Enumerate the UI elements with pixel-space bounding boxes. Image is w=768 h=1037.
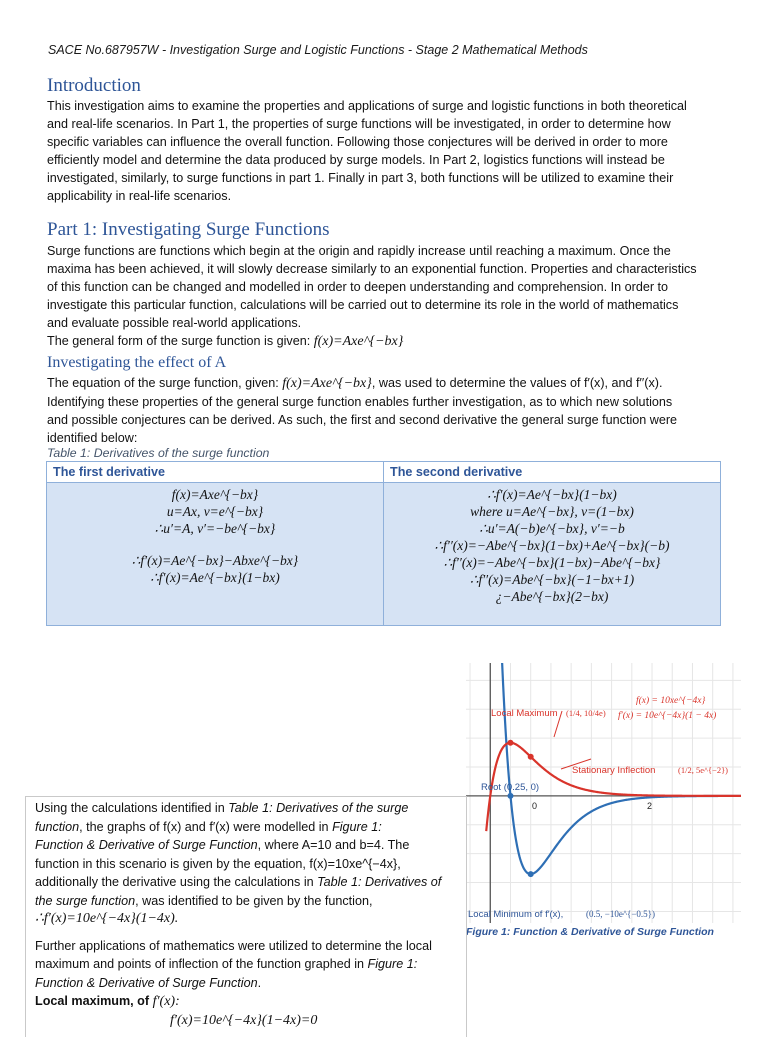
general-form-line	[47, 332, 723, 351]
local-maximum-point	[507, 740, 513, 746]
math-line: ∴f′′(x)=Abe^{−bx}(−1−bx+1)	[469, 572, 635, 587]
intro-line: investigated, similarly, to surge functions in part 1. Finally in part 3, both functions will be utilized to examine their	[47, 171, 674, 185]
document-header: SACE No.687957W - Investigation Surge and Logistic Functions - Stage 2 Mathematical Methods	[48, 43, 588, 57]
table-caption: Table 1: Derivatives of the surge function	[47, 446, 270, 460]
first-derivative-cell	[47, 483, 384, 626]
effect-a-line: Identifying these properties of the general surge function enables further investigation, as to which new solutions	[47, 395, 673, 409]
surge-equation: f(x)=Axe^{−bx}	[282, 376, 372, 391]
box-line: f′(x)=10e^{−4x}(1−4x)=0	[170, 1012, 318, 1028]
box-line: Local maximum, of f′(x):	[35, 994, 180, 1009]
math-line: f(x)=Axe^{−bx}	[171, 487, 259, 502]
part1-line: of this function can be changed and modelled in order to deepen understanding and comprehension. In order to	[47, 280, 669, 294]
math-line: where u=Ae^{−bx}, v=(1−bx)	[470, 504, 634, 519]
stationary-inflection-label: Stationary Inflection	[572, 765, 656, 776]
effect-a-line: and possible conjectures can be derived. As such, the first and second derivative the general surge function were	[47, 413, 678, 427]
root-label: Root (0.25, 0)	[481, 782, 540, 793]
effect-a-line1	[47, 374, 723, 393]
math-line: ∴f′′(x)=−Abe^{−bx}(1−bx)−Abe^{−bx}	[443, 555, 661, 570]
effect-a-text: , was used to determine the values of f′(x), and f′′(x).	[371, 376, 663, 390]
local-min-coord: (0.5, −10e^{−0.5})	[586, 909, 656, 919]
figure-caption: Figure 1: Function & Derivative of Surge Function	[466, 926, 714, 938]
box-line: Function & Derivative of Surge Function, where A=10 and b=4. The	[35, 838, 410, 852]
local-max-coord: (1/4, 10/4e)	[566, 708, 606, 718]
part1-line: maxima has been achieved, it will slowly decrease similarly to an exponential function. Properties and characteristics	[47, 262, 697, 276]
math-line: ∴f′(x)=Ae^{−bx}(1−bx)	[487, 487, 617, 502]
tick-zero: 0	[532, 801, 538, 811]
math-line: u=Ax, v=e^{−bx}	[166, 504, 264, 519]
part1-paragraph	[47, 242, 723, 351]
part1-line: investigate this particular function, calculations will be carried out to determine its role in the world of mathematics	[47, 298, 679, 312]
box-line: the surge function, was identified to be given by the function,	[35, 893, 373, 908]
box-line: Function & Derivative of Surge Function.	[35, 975, 262, 990]
function-label: f(x) = 10xe^{−4x}	[636, 696, 706, 706]
effect-a-paragraph	[47, 374, 723, 447]
general-form-text: The general form of the surge function is given:	[47, 334, 314, 348]
part1-line: Surge functions are functions which begin at the origin and rapidly increase until reaching a maximum. Once the	[47, 244, 671, 258]
part1-line: and evaluate possible real-world applications.	[47, 316, 302, 330]
local-max-label: Local Maximum	[491, 708, 558, 719]
derivatives-table	[46, 461, 721, 626]
local-min-label: Local Minimum of f′(x),	[468, 909, 564, 920]
box-line: Further applications of mathematics were utilized to determine the local	[35, 938, 432, 953]
stationary-inflection-coord: (1/2, 5e^{−2})	[678, 765, 728, 775]
second-derivative-header: The second derivative	[384, 462, 721, 483]
intro-paragraph	[47, 97, 723, 205]
intro-line: applicability in real-life scenarios.	[47, 189, 232, 203]
effect-a-text: The equation of the surge function, given:	[47, 376, 283, 390]
math-line: ∴u′=A(−b)e^{−bx}, v′=−b	[479, 521, 625, 536]
root-point	[507, 793, 513, 799]
part1-heading: Part 1: Investigating Surge Functions	[47, 219, 330, 240]
general-form-equation: f(x)=Axe^{−bx}	[313, 334, 404, 349]
intro-line: specific variables can influence the overall function. Following those conjectures will be derived in order to more	[47, 135, 668, 149]
local-minimum-point	[528, 871, 534, 877]
box-line: ∴f′(x)=10e^{−4x}(1−4x).	[35, 911, 179, 926]
tick-two: 2	[647, 801, 653, 811]
analysis-text	[35, 799, 460, 1030]
intro-heading: Introduction	[47, 75, 141, 96]
math-line: ∴f′(x)=Ae^{−bx}(1−bx)	[150, 570, 280, 585]
math-line: ∴u′=A, v′=−be^{−bx}	[154, 521, 276, 536]
stationary-inflection-point	[528, 754, 534, 760]
intro-line: This investigation aims to examine the properties and applications of surge and logistic functions in both theoretical	[47, 99, 687, 113]
surge-function-graph	[466, 663, 741, 923]
intro-line: efficiently model and determine the data produced by surge models. In Part 2, logistics functions will instead be	[47, 153, 665, 167]
box-line: function in this scenario is given by the equation, f(x)=10xe^{−4x},	[35, 856, 401, 871]
box-line: function, the graphs of f(x) and f′(x) were modelled in Figure 1:	[35, 819, 382, 834]
first-derivative-header: The first derivative	[47, 462, 384, 483]
math-line: ¿−Abe^{−bx}(2−bx)	[495, 589, 609, 604]
box-line: Using the calculations identified in Table 1: Derivatives of the surge	[35, 801, 409, 815]
box-line: maximum and points of inflection of the function graphed in Figure 1:	[35, 957, 418, 971]
box-line: additionally the derivative using the calculations in Table 1: Derivatives of	[35, 875, 442, 889]
derivative-label: f′(x) = 10e^{−4x}(1 − 4x)	[618, 711, 717, 721]
intro-line: and real-life scenarios. In Part 1, the properties of surge functions will be investigated, in order to determine how	[47, 117, 671, 131]
effect-a-line: identified below:	[47, 431, 138, 445]
math-line: ∴f′(x)=Ae^{−bx}−Abxe^{−bx}	[131, 553, 299, 568]
second-derivative-cell	[384, 483, 721, 626]
effect-a-heading: Investigating the effect of A	[47, 354, 227, 371]
math-line: ∴f′′(x)=−Abe^{−bx}(1−bx)+Ae^{−bx}(−b)	[434, 538, 670, 553]
